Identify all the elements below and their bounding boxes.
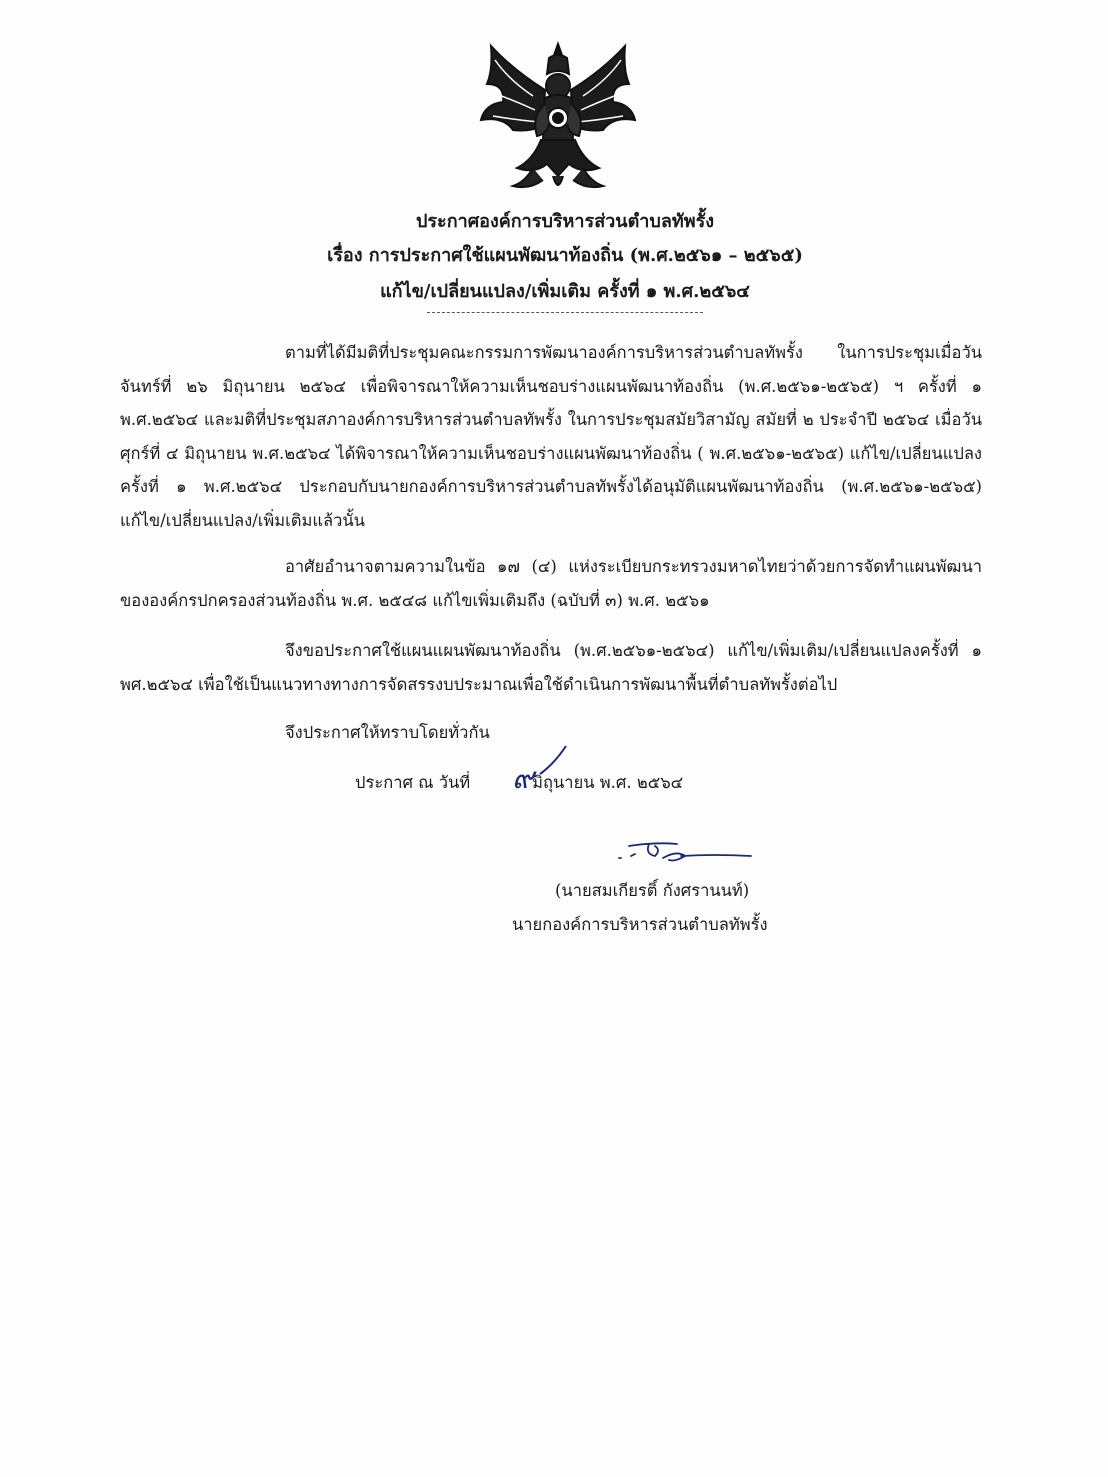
- handwritten-day-text: ๙: [512, 761, 534, 796]
- signer-title: นายกองค์การบริหารส่วนตำบลทัพรั้ง: [512, 915, 768, 934]
- closing-line: จึงประกาศให้ทราบโดยทั่วกัน: [285, 723, 490, 742]
- handwritten-day: [510, 744, 570, 800]
- body-paragraph-3: จึงขอประกาศใช้แผนแผนพัฒนาท้องถิ่น (พ.ศ.๒๕๖๑-๒๕๖๔) แก้ไข/เพิ่มเติม/เปลี่ยนแปลงครั้งที่ ๑ พศ.๒๕๖๔ เพื่อใช้เป็นแนวทางทางการจัดสรรงบประมาณเพื่อใช้ดำเนินการพัฒนาพื้นที่ตำบลทัพรั้งต่อไป: [120, 641, 982, 694]
- header-agency: ประกาศองค์การบริหารส่วนตำบลทัพรั้ง: [415, 211, 715, 232]
- date-suffix: มิถุนายน พ.ศ. ๒๕๖๔: [532, 773, 684, 792]
- garuda-emblem-icon: [473, 40, 643, 200]
- body-paragraph-2: อาศัยอำนาจตามความในข้อ ๑๗ (๔) แห่งระเบียบกระทรวงมหาดไทยว่าด้วยการจัดทำแผนพัฒนาขององค์กรปกครองส่วนท้องถิ่น พ.ศ. ๒๕๔๘ แก้ไขเพิ่มเติมถึง (ฉบับที่ ๓) พ.ศ. ๒๕๖๑: [120, 557, 982, 610]
- handwritten-signature-icon: [615, 836, 755, 870]
- signer-name: (นายสมเกียรติ์ กังศรานนท์): [555, 881, 750, 900]
- header-subject: เรื่อง การประกาศใช้แผนพัฒนาท้องถิ่น (พ.ศ.๒๕๖๑ – ๒๕๖๕): [327, 245, 803, 266]
- date-prefix: ประกาศ ณ วันที่: [355, 773, 471, 792]
- body-paragraph-1: ตามที่ได้มีมติที่ประชุมคณะกรรมการพัฒนาองค์การบริหารส่วนตำบลทัพรั้ง ในการประชุมเมื่อวันจันทร์ที่ ๒๖ มิถุนายน ๒๕๖๔ เพื่อพิจารณาให้ความเห็นชอบร่างแผนพัฒนาท้องถิ่น (พ.ศ.๒๕๖๑-๒๕๖๕) ฯ ครั้งที่ ๑ พ.ศ.๒๕๖๔ และมติที่ประชุมสภาองค์การบริหารส่วนตำบลทัพรั้ง ในการประชุมสมัยวิสามัญ สมัยที่ ๒ ประจำปี ๒๕๖๔ เมื่อวันศุกร์ที่ ๔ มิถุนายน พ.ศ.๒๕๖๔ ได้พิจารณาให้ความเห็นชอบร่างแผนพัฒนาท้องถิ่น ( พ.ศ.๒๕๖๑-๒๕๖๕) แก้ไข/เปลี่ยนแปลง ครั้งที่ ๑ พ.ศ.๒๕๖๔ ประกอบกับนายกองค์การบริหารส่วนตำบลทัพรั้งได้อนุมัติแผนพัฒนาท้องถิ่น (พ.ศ.๒๕๖๑-๒๕๖๕) แก้ไข/เปลี่ยนแปลง/เพิ่มเติมแล้วนั้น: [120, 343, 982, 530]
- header-revision: แก้ไข/เปลี่ยนแปลง/เพิ่มเติม ครั้งที่ ๑ พ.ศ.๒๕๖๔: [380, 281, 750, 302]
- header-separator: [427, 312, 703, 313]
